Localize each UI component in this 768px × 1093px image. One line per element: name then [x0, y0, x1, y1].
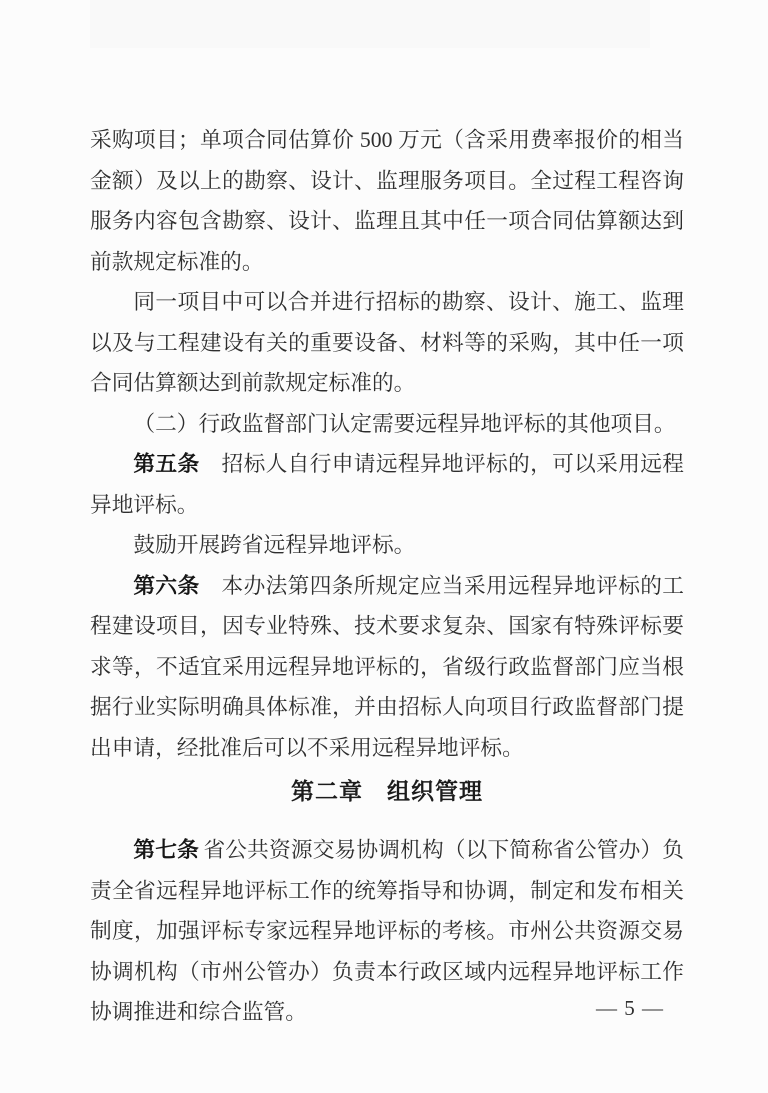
body-paragraph [90, 525, 684, 566]
paragraph-text: 鼓励开展跨省远程异地评标。 [133, 533, 416, 557]
paragraph-text: 采购项目；单项合同估算价 500 万元（含采用费率报价的相当金额）及以上的勘察、设计、监理服务项目。全过程工程咨询服务内容包含勘察、设计、监理且其中任一项合同估算额达到前款规定标准的。 [90, 128, 684, 274]
chapter-heading: 第二章 组织管理 [291, 779, 483, 804]
paragraph-text: 招标人自行申请远程异地评标的，可以采用远程异地评标。 [90, 452, 684, 517]
paragraph-text: 本办法第四条所规定应当采用远程异地评标的工程建设项目，因专业特殊、技术要求复杂、国家有特殊评标要求等，不适宜采用远程异地评标的，省级行政监督部门应当根据行业实际明确具体标准，并由招标人向项目行政监督部门提出申请，经批准后可以不采用远程异地评标。 [90, 573, 684, 760]
article-number: 第七条 [133, 838, 199, 862]
body-paragraph [90, 120, 684, 282]
article-number: 第六条 [133, 573, 200, 598]
scan-artifact-band [90, 0, 650, 48]
page-number: — 5 — [596, 996, 664, 1020]
article-paragraph [90, 444, 684, 525]
paragraph-text: 省公共资源交易协调机构（以下简称省公管办）负责全省远程异地评标工作的统筹指导和协调，制定和发布相关制度，加强评标专家远程异地评标的考核。市州公共资源交易协调机构（市州公管办）负责本行政区域内远程异地评标工作协调推进和综合监管。 [90, 838, 684, 1024]
article-paragraph [90, 566, 684, 769]
paragraph-text: （二）行政监督部门认定需要远程异地评标的其他项目。 [133, 411, 676, 436]
body-paragraph [90, 282, 684, 404]
article-paragraph [90, 830, 684, 1033]
document-body [90, 120, 684, 1033]
paragraph-text: 同一项目中可以合并进行招标的勘察、设计、施工、监理以及与工程建设有关的重要设备、材料等的采购，其中任一项合同估算额达到前款规定标准的。 [90, 290, 684, 395]
article-number: 第五条 [133, 452, 200, 476]
body-paragraph [90, 404, 684, 445]
